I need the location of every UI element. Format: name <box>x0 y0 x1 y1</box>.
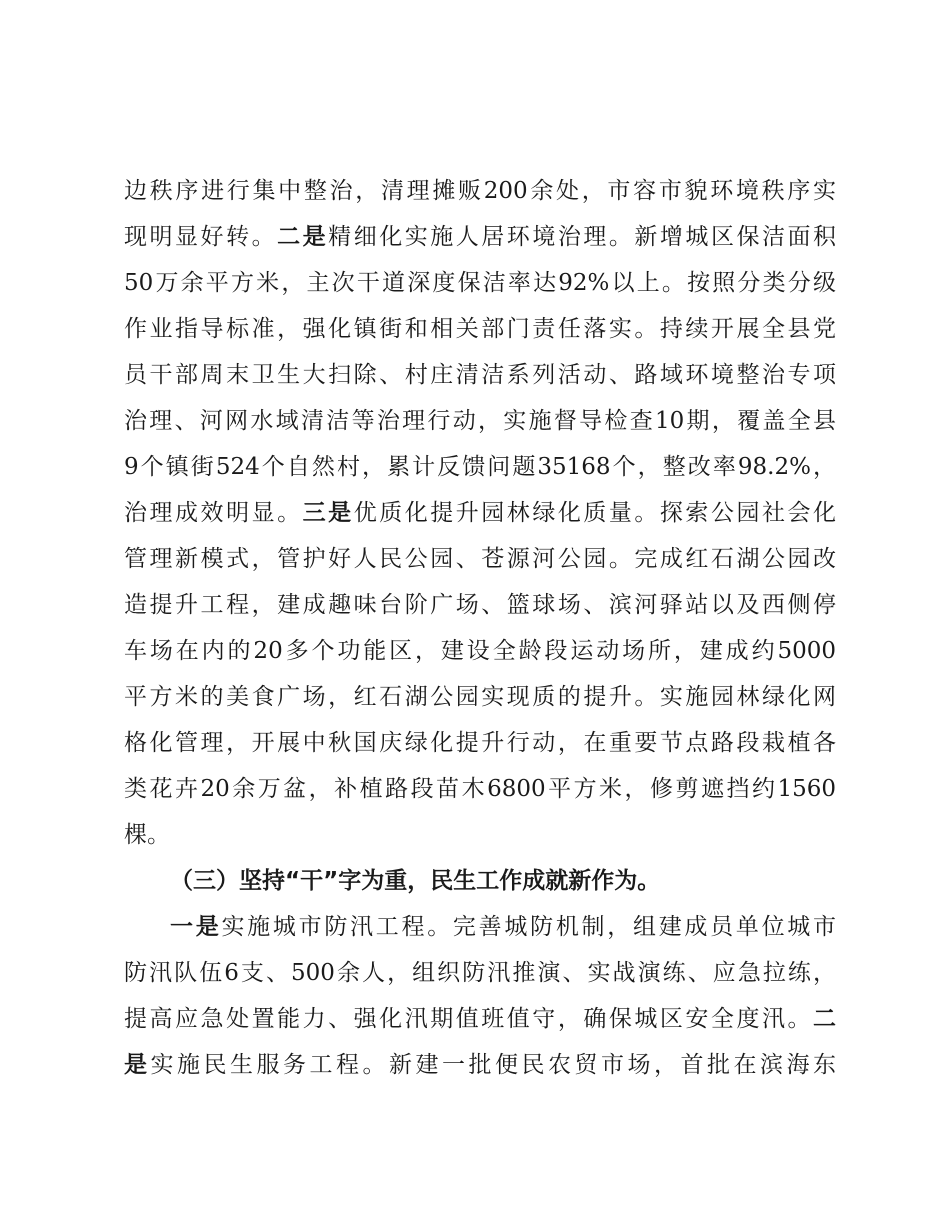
body-line: 是实施民生服务工程。新建一批便民农贸市场，首批在滨海东 <box>124 1052 836 1078</box>
bold-enumerator: 二是 <box>277 224 329 250</box>
body-line: 员干部周末卫生大扫除、村庄清洁系列活动、路域环境整治专项 <box>124 362 836 388</box>
bold-enumerator: 是 <box>124 1052 151 1078</box>
body-line: 现明显好转。二是精细化实施人居环境治理。新增城区保洁面积 <box>124 224 836 250</box>
body-line: 治理成效明显。三是优质化提升园林绿化质量。探索公园社会化 <box>124 500 836 526</box>
body-line: 9个镇街524个自然村，累计反馈问题35168个，整改率98.2%， <box>124 454 836 480</box>
bold-enumerator: 二 <box>813 1006 836 1032</box>
body-line: 格化管理，开展中秋国庆绿化提升行动，在重要节点路段栽植各 <box>124 730 836 756</box>
body-line: 类花卉20余万盆，补植路段苗木6800平方米，修剪遮挡约1560 <box>124 776 836 802</box>
section-heading: （三）坚持“干”字为重，民生工作成就新作为。 <box>170 868 661 894</box>
bold-enumerator: 三是 <box>302 500 354 526</box>
body-line: 管理新模式，管护好人民公园、苍源河公园。完成红石湖公园改 <box>124 546 836 572</box>
body-line: 治理、河网水域清洁等治理行动，实施督导检查10期，覆盖全县 <box>124 408 836 434</box>
body-line: 造提升工程，建成趣味台阶广场、篮球场、滨河驿站以及西侧停 <box>124 592 836 618</box>
body-line: 提高应急处置能力、强化汛期值班值守，确保城区安全度汛。二 <box>124 1006 836 1032</box>
bold-enumerator: 一是 <box>170 914 222 940</box>
body-line: 作业指导标准，强化镇街和相关部门责任落实。持续开展全县党 <box>124 316 836 342</box>
body-line: 边秩序进行集中整治，清理摊贩200余处，市容市貌环境秩序实 <box>124 178 836 204</box>
body-line: 车场在内的20多个功能区，建设全龄段运动场所，建成约5000 <box>124 638 836 664</box>
body-line: 50万余平方米，主次干道深度保洁率达92%以上。按照分类分级 <box>124 270 836 296</box>
body-line: 一是实施城市防汛工程。完善城防机制，组建成员单位城市 <box>170 914 836 940</box>
body-line: 平方米的美食广场，红石湖公园实现质的提升。实施园林绿化网 <box>124 684 836 710</box>
body-line: 防汛队伍6支、500余人，组织防汛推演、实战演练、应急拉练， <box>124 960 836 986</box>
body-line: 棵。 <box>124 822 170 848</box>
